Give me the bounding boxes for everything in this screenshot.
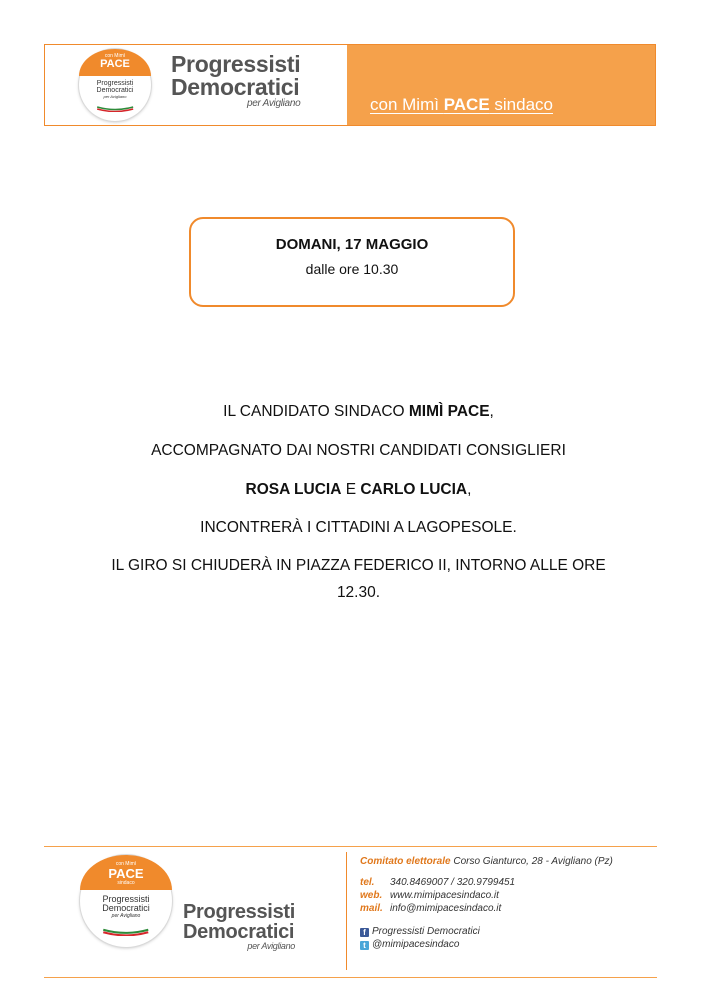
italian-flag-swoosh-icon: [95, 104, 135, 112]
brand-line1: Progressisti: [171, 51, 301, 77]
header-banner: [44, 44, 656, 126]
footer-logo-top-band: [80, 855, 172, 890]
body-line1-prefix: IL CANDIDATO SINDACO: [223, 403, 409, 420]
candidate-name: MIMÌ PACE: [408, 403, 490, 420]
footer-logo-line2: Democratici: [102, 903, 150, 914]
slogan-underlined: [370, 95, 553, 114]
announcement-time: dalle ore 10.30: [305, 261, 399, 277]
body-line-accompanied: ACCOMPAGNATO DAI NOSTRI CANDIDATI CONSIGLIERI: [151, 442, 566, 459]
footer-brand-line1: Progressisti: [183, 901, 296, 923]
mail-label: mail.: [360, 903, 383, 914]
contact-phone: [360, 877, 515, 888]
logo-line1: Progressisti: [96, 80, 134, 87]
contact-web[interactable]: [360, 890, 499, 901]
committee-address: [360, 856, 613, 867]
tel-value: 340.8469007 / 320.9799451: [390, 877, 516, 888]
campaign-logo: [79, 49, 151, 121]
twitter-link[interactable]: [360, 939, 459, 950]
footer-divider: [346, 852, 347, 970]
announcement-date: DOMANI, 17 MAGGIO: [275, 236, 429, 253]
twitter-icon: t: [360, 941, 369, 950]
slogan-suffix: sindaco: [489, 95, 553, 114]
logo-inner-text: [79, 80, 151, 99]
logo-line3: per Avigliano: [103, 93, 127, 99]
logo-line2: Democratici: [96, 87, 134, 95]
body-line-councillors: [60, 481, 657, 499]
tel-label: tel.: [360, 877, 375, 888]
brand-sub: per Avigliano: [246, 98, 301, 109]
twitter-label: @mimipacesindaco: [372, 939, 460, 950]
body-line3-suffix: ,: [467, 481, 472, 498]
facebook-icon: f: [360, 928, 369, 937]
committee-label: Comitato elettorale: [360, 856, 451, 867]
header-logo-area: [45, 45, 347, 125]
body-line3-mid: E: [341, 481, 361, 498]
footer-campaign-logo: [80, 855, 172, 947]
brand-line2: Democratici: [171, 74, 300, 100]
body-line-closing-time: 12.30.: [336, 584, 381, 601]
slogan-name: PACE: [443, 95, 490, 114]
slogan-prefix: con Mimì: [370, 95, 444, 114]
footer-bottom-rule: [44, 977, 657, 978]
announcement-box: [189, 217, 515, 307]
footer-logo-line3: per Avigliano: [111, 912, 141, 919]
footer-brand: [183, 902, 295, 951]
footer-brand-sub: per Avigliano: [247, 941, 296, 951]
logo-top-small: con Mimì: [104, 53, 126, 59]
body-line-candidate: [60, 403, 657, 421]
body-line1-suffix: ,: [489, 403, 494, 420]
footer-logo-top-name: PACE: [108, 866, 144, 881]
logo-top-band: [79, 49, 151, 76]
header-slogan: [370, 95, 553, 115]
committee-address-value: Corso Gianturco, 28 - Avigliano (Pz): [450, 856, 613, 867]
councillor-name-1: ROSA LUCIA: [245, 481, 342, 498]
body-line-closing: IL GIRO SI CHIUDERÀ IN PIAZZA FEDERICO II, INTORNO ALLE ORE: [111, 557, 606, 574]
logo-top-name: PACE: [100, 58, 130, 70]
councillor-name-2: CARLO LUCIA: [360, 481, 468, 498]
footer-logo-line1: Progressisti: [102, 894, 150, 904]
footer-logo-inner-text: [80, 895, 172, 919]
body-line-meeting: INCONTRERÀ I CITTADINI A LAGOPESOLE.: [200, 519, 517, 536]
footer-logo-top-small: con Mimì: [115, 861, 137, 867]
facebook-label: Progressisti Democratici: [372, 926, 480, 937]
footer-brand-line2: Democratici: [183, 921, 295, 943]
facebook-link[interactable]: [360, 926, 480, 937]
footer-italian-flag-swoosh-icon: [100, 926, 152, 936]
header-brand: [171, 53, 300, 109]
web-link[interactable]: www.mimipacesindaco.it: [390, 890, 499, 901]
contact-mail[interactable]: [360, 903, 501, 914]
web-label: web.: [360, 890, 383, 901]
footer-logo-top-sub: sindaco: [117, 880, 135, 886]
mail-link[interactable]: info@mimipacesindaco.it: [390, 903, 502, 914]
footer-top-rule: [44, 846, 657, 847]
